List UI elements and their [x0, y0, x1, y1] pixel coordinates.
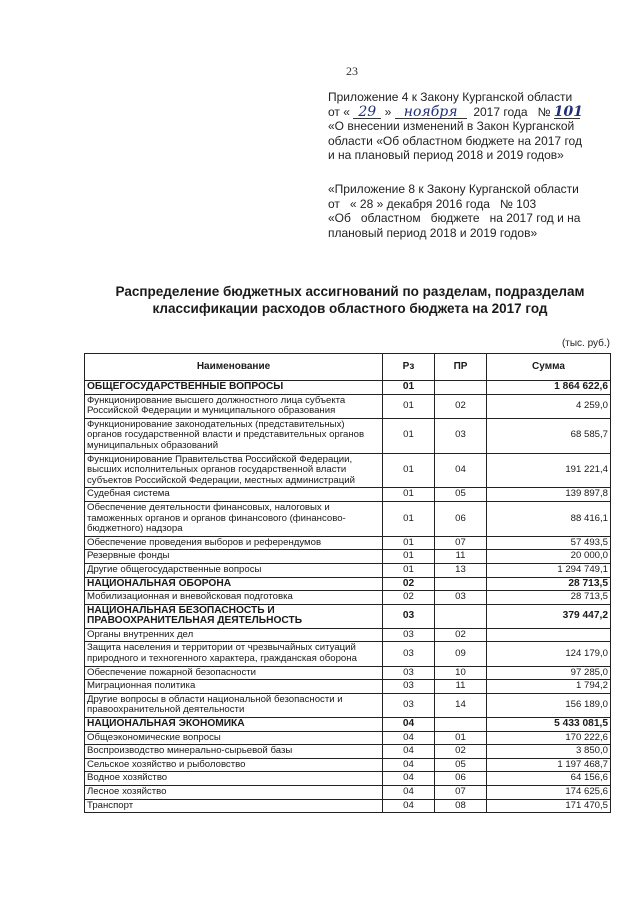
- table-row: [85, 693, 611, 717]
- cell-rz: 01: [383, 394, 435, 418]
- table-row: [85, 745, 611, 759]
- table-row: [85, 394, 611, 418]
- cell-name: Обеспечение деятельности финансовых, налоговых и таможенных органов и органов финансового (финансово-бюджетного) надзора: [85, 501, 383, 536]
- cell-name: Общеэкономические вопросы: [85, 731, 383, 745]
- header-rz: Рз: [383, 354, 435, 381]
- table-row: [85, 501, 611, 536]
- cell-name: НАЦИОНАЛЬНАЯ ОБОРОНА: [85, 577, 383, 591]
- cell-pr: 03: [435, 418, 487, 453]
- table-row: [85, 536, 611, 550]
- cell-name: Обеспечение пожарной безопасности: [85, 666, 383, 680]
- handwritten-number: 101: [553, 103, 584, 120]
- cell-pr: [435, 718, 487, 732]
- annex-8-line-3: «Об областном бюджете на 2017 год и на: [328, 211, 581, 225]
- cell-rz: 04: [383, 718, 435, 732]
- number-label: №: [537, 104, 551, 119]
- cell-sum: 28 713,5: [487, 591, 611, 605]
- cell-pr: 02: [435, 394, 487, 418]
- cell-sum: 28 713,5: [487, 577, 611, 591]
- table-row: [85, 642, 611, 666]
- handwritten-month: ноября: [395, 106, 467, 119]
- header-sum: Сумма: [487, 354, 611, 381]
- cell-pr: 11: [435, 550, 487, 564]
- cell-name: НАЦИОНАЛЬНАЯ БЕЗОПАСНОСТЬ И ПРАВООХРАНИТЕЛЬНАЯ ДЕЯТЕЛЬНОСТЬ: [85, 604, 383, 628]
- cell-sum: 1 294 749,1: [487, 563, 611, 577]
- cell-pr: 07: [435, 536, 487, 550]
- cell-sum: 97 285,0: [487, 666, 611, 680]
- cell-pr: 02: [435, 628, 487, 642]
- cell-sum: 1 197 468,7: [487, 758, 611, 772]
- table-header-row: [85, 354, 611, 381]
- table-row: [85, 488, 611, 502]
- cell-name: Водное хозяйство: [85, 772, 383, 786]
- cell-sum: 3 850,0: [487, 745, 611, 759]
- cell-rz: 01: [383, 536, 435, 550]
- cell-rz: 03: [383, 693, 435, 717]
- annex-4-line-5: и на плановый период 2018 и 2019 годов»: [328, 148, 564, 162]
- annex-8-line-1: «Приложение 8 к Закону Курганской области: [328, 182, 579, 196]
- annex-4-line-1: Приложение 4 к Закону Курганской области: [328, 90, 573, 104]
- title-line-2: классификации расходов областного бюджета на 2017 год: [152, 301, 548, 316]
- cell-sum: 1 794,2: [487, 680, 611, 694]
- cell-sum: 139 897,8: [487, 488, 611, 502]
- annex-8-line-2: от « 28 » декабря 2016 года № 103: [328, 196, 537, 211]
- cell-pr: 06: [435, 772, 487, 786]
- quote-close: »: [384, 104, 392, 119]
- cell-sum: [487, 628, 611, 642]
- cell-sum: 170 222,6: [487, 731, 611, 745]
- cell-rz: 04: [383, 745, 435, 759]
- cell-name: Защита населения и территории от чрезвычайных ситуаций природного и техногенного характера, гражданская оборона: [85, 642, 383, 666]
- cell-pr: 05: [435, 758, 487, 772]
- table-section-row: [85, 577, 611, 591]
- cell-sum: 64 156,6: [487, 772, 611, 786]
- cell-name: Другие общегосударственные вопросы: [85, 563, 383, 577]
- cell-name: Другие вопросы в области национальной безопасности и правоохранительной деятельности: [85, 693, 383, 717]
- cell-rz: 03: [383, 604, 435, 628]
- table-row: [85, 772, 611, 786]
- table-body: [85, 381, 611, 813]
- cell-name: Сельское хозяйство и рыболовство: [85, 758, 383, 772]
- cell-pr: 13: [435, 563, 487, 577]
- cell-sum: 57 493,5: [487, 536, 611, 550]
- cell-pr: 08: [435, 799, 487, 813]
- cell-name: Лесное хозяйство: [85, 786, 383, 800]
- cell-rz: 03: [383, 628, 435, 642]
- cell-pr: 07: [435, 786, 487, 800]
- cell-rz: 03: [383, 642, 435, 666]
- table-row: [85, 418, 611, 453]
- annex-4-line-4: области «Об областном бюджете на 2017 год: [328, 133, 582, 148]
- document-title: [70, 283, 630, 317]
- cell-rz: 04: [383, 772, 435, 786]
- cell-name: Мобилизационная и вневойсковая подготовка: [85, 591, 383, 605]
- cell-name: Функционирование высшего должностного лица субъекта Российской Федерации и муниципального образования: [85, 394, 383, 418]
- cell-rz: 01: [383, 418, 435, 453]
- cell-rz: 03: [383, 666, 435, 680]
- cell-sum: 88 416,1: [487, 501, 611, 536]
- units-label: (тыс. руб.): [561, 338, 610, 349]
- cell-pr: 02: [435, 745, 487, 759]
- cell-name: Обеспечение проведения выборов и референдумов: [85, 536, 383, 550]
- table-row: [85, 799, 611, 813]
- title-line-1: Распределение бюджетных ассигнований по разделам, подразделам: [115, 284, 585, 299]
- cell-pr: 14: [435, 693, 487, 717]
- cell-sum: 1 864 622,6: [487, 381, 611, 395]
- cell-name: Судебная система: [85, 488, 383, 502]
- table-row: [85, 786, 611, 800]
- cell-name: НАЦИОНАЛЬНАЯ ЭКОНОМИКА: [85, 718, 383, 732]
- cell-rz: 01: [383, 381, 435, 395]
- table-row: [85, 550, 611, 564]
- table-row: [85, 628, 611, 642]
- cell-pr: [435, 381, 487, 395]
- cell-pr: 11: [435, 680, 487, 694]
- table-row: [85, 591, 611, 605]
- table-section-row: [85, 604, 611, 628]
- cell-sum: 156 189,0: [487, 693, 611, 717]
- cell-rz: 01: [383, 453, 435, 488]
- cell-pr: 09: [435, 642, 487, 666]
- annex-8-line-4: плановый период 2018 и 2019 годов»: [328, 225, 538, 240]
- cell-name: Функционирование Правительства Российской Федерации, высших исполнительных органов государственной власти субъектов Российской Федерации, местных администраций: [85, 453, 383, 488]
- cell-pr: 03: [435, 591, 487, 605]
- cell-name: Резервные фонды: [85, 550, 383, 564]
- cell-rz: 04: [383, 731, 435, 745]
- cell-pr: 10: [435, 666, 487, 680]
- cell-sum: 379 447,2: [487, 604, 611, 628]
- table-section-row: [85, 381, 611, 395]
- cell-rz: 01: [383, 550, 435, 564]
- annex-8-header: [328, 182, 628, 240]
- cell-pr: 06: [435, 501, 487, 536]
- annex-4-line-3: «О внесении изменений в Закон Курганской: [328, 119, 575, 133]
- cell-sum: 20 000,0: [487, 550, 611, 564]
- cell-rz: 01: [383, 488, 435, 502]
- cell-name: Воспроизводство минерально-сырьевой базы: [85, 745, 383, 759]
- cell-sum: 124 179,0: [487, 642, 611, 666]
- table-row: [85, 680, 611, 694]
- table-row: [85, 666, 611, 680]
- cell-rz: 02: [383, 591, 435, 605]
- cell-rz: 04: [383, 758, 435, 772]
- cell-pr: [435, 577, 487, 591]
- cell-rz: 04: [383, 786, 435, 800]
- cell-rz: 01: [383, 501, 435, 536]
- cell-name: Транспорт: [85, 799, 383, 813]
- cell-sum: 5 433 081,5: [487, 718, 611, 732]
- cell-pr: [435, 604, 487, 628]
- cell-rz: 04: [383, 799, 435, 813]
- cell-sum: 191 221,4: [487, 453, 611, 488]
- header-pr: ПР: [435, 354, 487, 381]
- page-number: 23: [346, 64, 358, 78]
- cell-rz: 01: [383, 563, 435, 577]
- budget-table: [84, 353, 611, 813]
- table-row: [85, 453, 611, 488]
- cell-sum: 68 585,7: [487, 418, 611, 453]
- cell-sum: 4 259,0: [487, 394, 611, 418]
- annex-4-date-line: [328, 105, 628, 120]
- table-section-row: [85, 718, 611, 732]
- cell-pr: 05: [435, 488, 487, 502]
- from-label: от «: [328, 104, 350, 119]
- cell-pr: 01: [435, 731, 487, 745]
- cell-name: Миграционная политика: [85, 680, 383, 694]
- cell-name: Функционирование законодательных (представительных) органов государственной власти и представительных органов муниципальных образований: [85, 418, 383, 453]
- cell-name: ОБЩЕГОСУДАРСТВЕННЫЕ ВОПРОСЫ: [85, 381, 383, 395]
- year-text: 2017 года: [473, 104, 528, 119]
- cell-sum: 171 470,5: [487, 799, 611, 813]
- handwritten-day: 29: [353, 106, 381, 119]
- cell-sum: 174 625,6: [487, 786, 611, 800]
- table-row: [85, 563, 611, 577]
- cell-pr: 04: [435, 453, 487, 488]
- table-row: [85, 758, 611, 772]
- header-name: Наименование: [85, 354, 383, 381]
- table-row: [85, 731, 611, 745]
- cell-rz: 03: [383, 680, 435, 694]
- annex-4-header: [328, 90, 628, 163]
- cell-rz: 02: [383, 577, 435, 591]
- cell-name: Органы внутренних дел: [85, 628, 383, 642]
